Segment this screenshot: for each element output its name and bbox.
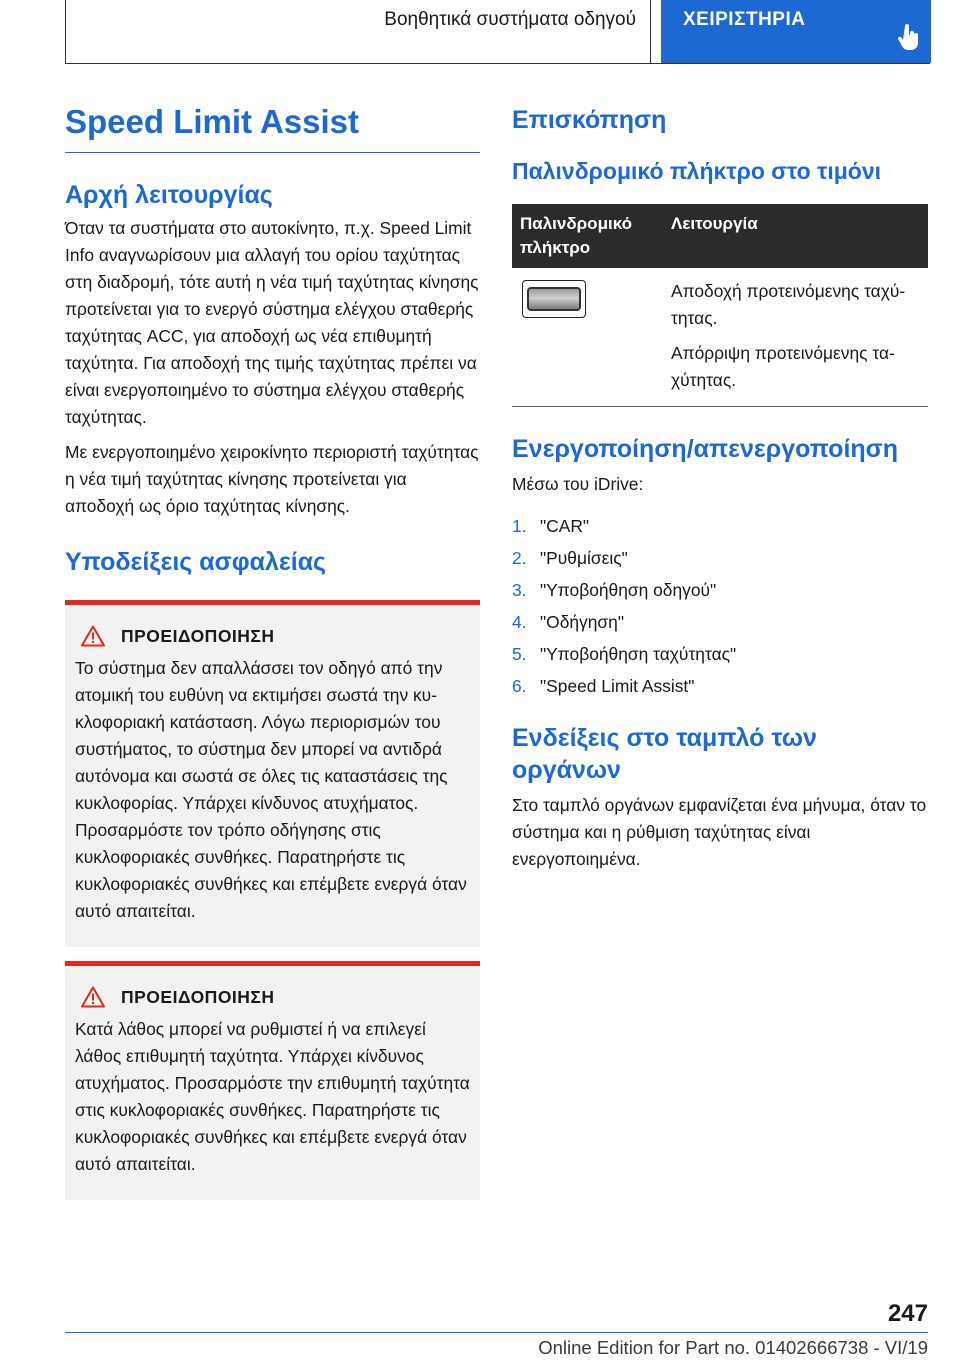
section-title: Βοηθητικά συστήματα οδηγού [66,0,651,63]
warning-box-2 [65,961,480,1200]
list-item: 6. "Speed Limit Assist" [512,676,695,696]
chapter-tab[interactable] [661,0,931,63]
activation-intro: Μέσω του iDrive: [512,474,644,494]
display-text: Στο ταμπλό οργάνων εμφανίζεται ένα μήνυμα, όταν το σύστημα και η ρύθμιση ταχύτητας είναι ενεργοποιημένα. [512,795,927,869]
table-header-function: Λειτουργία [663,204,928,268]
principle-text-1: Όταν τα συστήματα στο αυτοκίνητο, π.χ. Speed Limit Info αναγνωρίσουν μια αλλαγή του ορίου ταχύτητας στη διαδρομή, τότε αυτή η νέα τιμή ταχύτητας κίνησης προτείνεται για το ενεργό σύστημα ελέγχου σταθερής ταχύτητας ACC, για αποδοχή ως νέα επιθυμητή ταχύτητα. Για αποδοχή της τιμής ταχύτητας πρέπει να είναι ενεργοποιημένο το σύστημα ελέγχου σταθερής ταχύτητας. [65,218,479,427]
right-column [512,100,928,873]
activation-heading: Ενεργοποίηση/απενεργοποίηση [512,435,899,463]
table-cell-icon [512,268,663,407]
warning-triangle-icon [81,986,105,1008]
list-item: 3. "Υποβοήθηση οδηγού" [512,580,717,600]
list-item: 5. "Υποβοήθηση ταχύτητας" [512,644,737,664]
principle-heading: Αρχή λειτουργίας [65,181,273,209]
warning-title-row [81,625,470,647]
safety-heading: Υποδείξεις ασφαλείας [65,548,327,576]
warning-title: ΠΡΟΕΙΔΟΠΟΙΗΣΗ [121,986,275,1007]
chapter-tab-label: ΧΕΙΡΙΣΤΗΡΙΑ [683,9,806,30]
display-heading: Ενδείξεις στο ταμπλό των οργάνων [512,724,817,784]
rocker-switch-icon [522,280,586,318]
function-accept: Αποδοχή προτεινόμενης ταχύτητας. [671,281,906,328]
warning-title-row [81,986,470,1008]
warning-triangle-icon [81,625,105,647]
activation-steps [512,510,928,702]
overview-heading: Επισκόπηση [512,106,667,134]
principle-text-2: Με ενεργοποιημένο χειροκίνητο περιοριστή ταχύτητας η νέα τιμή ταχύτητας κίνησης προτείνεται για αποδοχή ως όριο ταχύτητας κίνησης. [65,442,479,516]
warning-box-1 [65,600,480,947]
footer-divider [65,1332,928,1333]
list-item: 2. "Ρυθμίσεις" [512,548,628,568]
rocker-heading: Παλινδρομικό πλήκτρο στο τιμόνι [512,158,882,184]
warning-text-1: Το σύστημα δεν απαλλάσσει τον οδηγό από την ατομική του ευθύνη να εκτιμήσει σωστά την κυκλοφοριακή κατάσταση. Λόγω περιορισμών του συστήματος, το σύστημα δεν μπορεί να αντιδρά αυτόνομα και σωστά σε όλες τις καταστάσεις της κυκλοφορίας. Υπάρχει κίνδυνος ατυχήματος. Προσαρμόστε τον τρόπο οδήγησης στις κυκλοφοριακές συνθήκες. Παρατηρήστε τις κυκλοφοριακές συνθήκες και επέμβετε ενεργά όταν αυτό απαιτείται. [75,658,467,921]
page-number: 247 [887,1300,928,1327]
hand-pointer-icon [897,24,921,52]
table-row [512,268,928,407]
table-header-key: Παλινδρομικό πλήκτρο [512,204,663,268]
page-title: Speed Limit Assist [65,100,480,153]
page-header [65,0,930,64]
function-reject: Απόρριψη προτεινόμενης ταχύτητας. [671,343,895,390]
warning-text-2: Κατά λάθος μπορεί να ρυθμιστεί ή να επιλεγεί λάθος επιθυμητή ταχύτητα. Υπάρχει κίνδυνος ατυχήματος. Προσαρμόστε την επιθυμητή ταχύτητα στις κυκλοφοριακές συνθήκες. Παρατηρήστε τις κυκλοφοριακές συνθήκες και επέμβετε ενεργά όταν αυτό απαιτείται. [75,1019,470,1174]
warning-title: ΠΡΟΕΙΔΟΠΟΙΗΣΗ [121,625,275,646]
footer-edition: Online Edition for Part no. 01402666738 - VI/19 [538,1337,928,1358]
list-item: 4. "Οδήγηση" [512,612,624,632]
table-cell-function [663,268,928,407]
rocker-table [512,204,928,407]
left-column [65,100,480,1200]
list-item: 1. "CAR" [512,516,590,536]
